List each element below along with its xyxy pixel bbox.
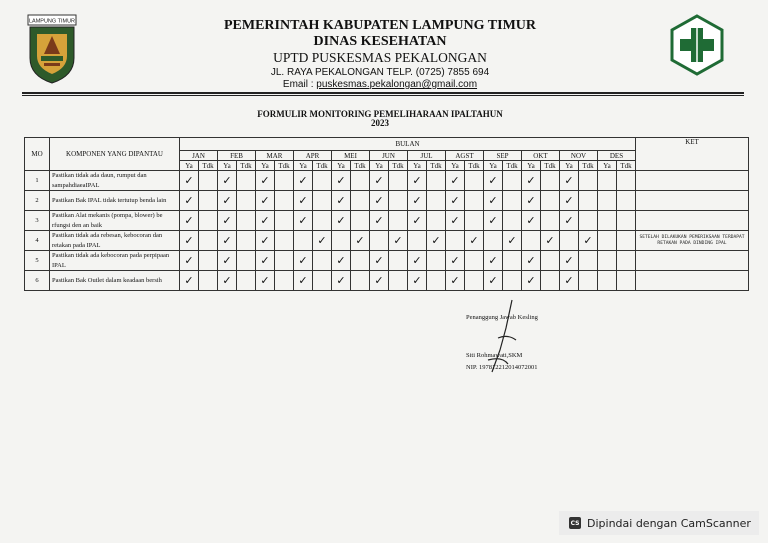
check-cell-mei-ya bbox=[332, 271, 351, 291]
address-phone: JL. RAYA PEKALONGAN TELP. (0725) 7855 694 bbox=[270, 67, 490, 78]
check-cell-feb-ya bbox=[218, 211, 237, 231]
check-mark-icon: ✓ bbox=[374, 274, 384, 287]
row-keterangan bbox=[636, 251, 749, 271]
ya-subheader: Ya bbox=[408, 161, 427, 171]
check-mark-icon: ✓ bbox=[184, 254, 194, 267]
ya-subheader: Ya bbox=[294, 161, 313, 171]
check-cell-apr-ya bbox=[294, 191, 313, 211]
check-cell-mar-ya bbox=[256, 251, 275, 271]
table-row bbox=[25, 251, 749, 271]
check-cell-feb-ya bbox=[218, 171, 237, 191]
check-cell-apr-ya bbox=[294, 211, 313, 231]
tdk-subheader: Tdk bbox=[313, 161, 332, 171]
check-cell-jul-ya bbox=[408, 271, 427, 291]
check-cell-mei-tdk bbox=[351, 251, 370, 271]
table-row bbox=[25, 171, 749, 191]
month-header: DES bbox=[598, 151, 636, 161]
check-cell-sep-ya bbox=[484, 191, 503, 211]
check-mark-icon: ✓ bbox=[431, 234, 441, 247]
check-cell-nov-ya bbox=[560, 191, 579, 211]
check-mark-icon: ✓ bbox=[450, 214, 460, 227]
check-cell-agst-ya bbox=[446, 171, 465, 191]
check-cell-des-ya bbox=[598, 231, 617, 251]
check-cell-okt-ya bbox=[522, 171, 541, 191]
agency-name: DINAS KESEHATAN bbox=[313, 34, 447, 49]
row-keterangan bbox=[636, 271, 749, 291]
check-cell-des-ya bbox=[598, 271, 617, 291]
check-cell-agst-ya bbox=[446, 211, 465, 231]
check-mark-icon: ✓ bbox=[222, 254, 232, 267]
check-mark-icon: ✓ bbox=[564, 174, 574, 187]
check-mark-icon: ✓ bbox=[488, 174, 498, 187]
check-mark-icon: ✓ bbox=[564, 214, 574, 227]
check-mark-icon: ✓ bbox=[507, 234, 517, 247]
check-mark-icon: ✓ bbox=[260, 174, 270, 187]
ya-subheader: Ya bbox=[560, 161, 579, 171]
tdk-subheader: Tdk bbox=[351, 161, 370, 171]
check-cell-sep-tdk bbox=[503, 271, 522, 291]
check-cell-agst-ya bbox=[446, 271, 465, 291]
header-rule bbox=[22, 92, 744, 94]
check-mark-icon: ✓ bbox=[488, 254, 498, 267]
check-mark-icon: ✓ bbox=[260, 214, 270, 227]
check-mark-icon: ✓ bbox=[412, 254, 422, 267]
check-cell-des-tdk bbox=[617, 171, 636, 191]
month-header: JUL bbox=[408, 151, 446, 161]
check-mark-icon: ✓ bbox=[298, 194, 308, 207]
check-cell-mei-tdk bbox=[351, 191, 370, 211]
check-cell-sep-tdk bbox=[503, 211, 522, 231]
check-mark-icon: ✓ bbox=[469, 234, 479, 247]
check-mark-icon: ✓ bbox=[526, 214, 536, 227]
month-header: JAN bbox=[180, 151, 218, 161]
check-cell-jun-tdk bbox=[389, 271, 408, 291]
lampung-timur-emblem-icon bbox=[27, 14, 77, 84]
check-cell-agst-tdk bbox=[465, 271, 484, 291]
col-header-komponen: KOMPONEN YANG DIPANTAU bbox=[50, 138, 180, 171]
check-mark-icon: ✓ bbox=[336, 274, 346, 287]
tdk-subheader: Tdk bbox=[541, 161, 560, 171]
email-label: Email : bbox=[282, 79, 317, 90]
tdk-subheader: Tdk bbox=[199, 161, 218, 171]
month-header: FEB bbox=[218, 151, 256, 161]
check-cell-jul-ya bbox=[408, 191, 427, 211]
check-cell-nov-ya bbox=[560, 211, 579, 231]
check-mark-icon: ✓ bbox=[526, 174, 536, 187]
row-komponen: Pastikan Alat mekanis (pompa, blower) be rfungsi den an baik bbox=[50, 211, 180, 231]
check-cell-jan-tdk bbox=[199, 251, 218, 271]
row-keterangan: SETELAH DILAKUKAN PEMERIKSAAN TERDAPAT RETAKAN PADA DINDING IPAL bbox=[636, 231, 749, 251]
row-komponen: Pastikan tidak ada rebesan, kebocoran dan retakan pada IPAL bbox=[50, 231, 180, 251]
check-cell-okt-tdk bbox=[541, 191, 560, 211]
check-cell-jun-ya bbox=[370, 251, 389, 271]
check-cell-des-tdk bbox=[617, 191, 636, 211]
col-header-no: MO bbox=[25, 138, 50, 171]
row-komponen: Pastikan tidak ada daun, rumput dan sampahdiaeaIPAL bbox=[50, 171, 180, 191]
check-cell-mei-ya bbox=[332, 251, 351, 271]
check-cell-okt-ya bbox=[522, 231, 541, 251]
check-cell-des-ya bbox=[598, 211, 617, 231]
check-cell-okt-ya bbox=[522, 191, 541, 211]
check-cell-des-ya bbox=[598, 251, 617, 271]
check-cell-jan-ya bbox=[180, 211, 199, 231]
check-cell-okt-tdk bbox=[541, 171, 560, 191]
check-cell-jun-ya bbox=[370, 211, 389, 231]
check-cell-des-ya bbox=[598, 191, 617, 211]
check-mark-icon: ✓ bbox=[336, 174, 346, 187]
check-cell-des-tdk bbox=[617, 211, 636, 231]
check-cell-okt-tdk bbox=[541, 251, 560, 271]
check-mark-icon: ✓ bbox=[545, 234, 555, 247]
check-cell-apr-tdk bbox=[313, 191, 332, 211]
check-cell-jan-tdk bbox=[199, 271, 218, 291]
check-cell-sep-ya bbox=[484, 231, 503, 251]
check-mark-icon: ✓ bbox=[488, 214, 498, 227]
row-number: 6 bbox=[25, 271, 50, 291]
check-cell-jan-ya bbox=[180, 271, 199, 291]
check-cell-mar-ya bbox=[256, 191, 275, 211]
check-cell-jun-tdk bbox=[389, 231, 408, 251]
check-mark-icon: ✓ bbox=[583, 234, 593, 247]
check-cell-apr-tdk bbox=[313, 231, 332, 251]
check-mark-icon: ✓ bbox=[374, 254, 384, 267]
government-name: PEMERINTAH KABUPATEN LAMPUNG TIMUR bbox=[223, 18, 537, 33]
ya-subheader: Ya bbox=[446, 161, 465, 171]
check-cell-jul-ya bbox=[408, 171, 427, 191]
check-mark-icon: ✓ bbox=[222, 214, 232, 227]
check-mark-icon: ✓ bbox=[450, 254, 460, 267]
check-cell-mar-ya bbox=[256, 171, 275, 191]
check-cell-des-ya bbox=[598, 171, 617, 191]
check-mark-icon: ✓ bbox=[526, 274, 536, 287]
check-cell-jan-ya bbox=[180, 231, 199, 251]
check-cell-mei-tdk bbox=[351, 211, 370, 231]
check-cell-agst-tdk bbox=[465, 251, 484, 271]
month-header: APR bbox=[294, 151, 332, 161]
check-cell-sep-ya bbox=[484, 271, 503, 291]
check-mark-icon: ✓ bbox=[564, 254, 574, 267]
row-number: 1 bbox=[25, 171, 50, 191]
check-cell-jun-tdk bbox=[389, 191, 408, 211]
check-cell-nov-ya bbox=[560, 231, 579, 251]
row-number: 2 bbox=[25, 191, 50, 211]
ya-subheader: Ya bbox=[484, 161, 503, 171]
row-keterangan bbox=[636, 171, 749, 191]
check-mark-icon: ✓ bbox=[488, 194, 498, 207]
check-cell-jul-ya bbox=[408, 251, 427, 271]
month-header: OKT bbox=[522, 151, 560, 161]
check-cell-nov-tdk bbox=[579, 271, 598, 291]
tdk-subheader: Tdk bbox=[237, 161, 256, 171]
check-cell-agst-tdk bbox=[465, 211, 484, 231]
check-cell-nov-tdk bbox=[579, 171, 598, 191]
check-cell-jan-tdk bbox=[199, 191, 218, 211]
check-cell-mar-tdk bbox=[275, 271, 294, 291]
check-cell-agst-ya bbox=[446, 251, 465, 271]
check-cell-feb-tdk bbox=[237, 211, 256, 231]
ya-subheader: Ya bbox=[180, 161, 199, 171]
tdk-subheader: Tdk bbox=[617, 161, 636, 171]
check-cell-jan-tdk bbox=[199, 171, 218, 191]
check-cell-mei-ya bbox=[332, 211, 351, 231]
check-cell-jan-tdk bbox=[199, 211, 218, 231]
check-mark-icon: ✓ bbox=[184, 194, 194, 207]
check-cell-nov-tdk bbox=[579, 231, 598, 251]
check-cell-jun-ya bbox=[370, 271, 389, 291]
tdk-subheader: Tdk bbox=[503, 161, 522, 171]
month-header: JUN bbox=[370, 151, 408, 161]
tdk-subheader: Tdk bbox=[389, 161, 408, 171]
check-cell-agst-ya bbox=[446, 191, 465, 211]
check-cell-mar-tdk bbox=[275, 251, 294, 271]
check-cell-nov-ya bbox=[560, 251, 579, 271]
check-mark-icon: ✓ bbox=[298, 254, 308, 267]
check-cell-mei-tdk bbox=[351, 271, 370, 291]
check-cell-apr-tdk bbox=[313, 251, 332, 271]
check-cell-feb-ya bbox=[218, 271, 237, 291]
check-cell-sep-ya bbox=[484, 251, 503, 271]
check-cell-jul-ya bbox=[408, 211, 427, 231]
check-cell-apr-ya bbox=[294, 171, 313, 191]
check-cell-jun-tdk bbox=[389, 211, 408, 231]
check-cell-feb-tdk bbox=[237, 231, 256, 251]
table-row bbox=[25, 191, 749, 211]
check-cell-agst-tdk bbox=[465, 231, 484, 251]
check-mark-icon: ✓ bbox=[222, 174, 232, 187]
check-cell-sep-tdk bbox=[503, 191, 522, 211]
row-komponen: Pastikan tidak ada kebocoran pada perpipaan IPAL bbox=[50, 251, 180, 271]
check-cell-jun-tdk bbox=[389, 251, 408, 271]
camscanner-watermark bbox=[559, 511, 759, 535]
check-cell-jan-tdk bbox=[199, 231, 218, 251]
check-mark-icon: ✓ bbox=[260, 194, 270, 207]
tdk-subheader: Tdk bbox=[275, 161, 294, 171]
check-mark-icon: ✓ bbox=[374, 214, 384, 227]
check-cell-nov-tdk bbox=[579, 211, 598, 231]
check-mark-icon: ✓ bbox=[526, 194, 536, 207]
signature-nip: NIP. 197812212014072001 bbox=[466, 364, 538, 371]
month-header: SEP bbox=[484, 151, 522, 161]
monitoring-table bbox=[24, 137, 749, 291]
check-mark-icon: ✓ bbox=[184, 274, 194, 287]
check-cell-sep-ya bbox=[484, 211, 503, 231]
check-mark-icon: ✓ bbox=[564, 274, 574, 287]
ya-subheader: Ya bbox=[522, 161, 541, 171]
check-cell-jul-ya bbox=[408, 231, 427, 251]
check-cell-apr-tdk bbox=[313, 211, 332, 231]
check-cell-mar-ya bbox=[256, 231, 275, 251]
check-cell-feb-ya bbox=[218, 251, 237, 271]
check-cell-jan-ya bbox=[180, 251, 199, 271]
check-mark-icon: ✓ bbox=[222, 274, 232, 287]
check-cell-okt-ya bbox=[522, 251, 541, 271]
check-cell-jun-ya bbox=[370, 231, 389, 251]
check-mark-icon: ✓ bbox=[260, 254, 270, 267]
check-mark-icon: ✓ bbox=[564, 194, 574, 207]
check-cell-mei-ya bbox=[332, 171, 351, 191]
check-cell-jul-tdk bbox=[427, 271, 446, 291]
month-header: MAR bbox=[256, 151, 294, 161]
month-header: NOV bbox=[560, 151, 598, 161]
ya-subheader: Ya bbox=[332, 161, 351, 171]
check-cell-mar-tdk bbox=[275, 231, 294, 251]
check-cell-jul-tdk bbox=[427, 191, 446, 211]
check-cell-jan-ya bbox=[180, 191, 199, 211]
ya-subheader: Ya bbox=[598, 161, 617, 171]
tdk-subheader: Tdk bbox=[579, 161, 598, 171]
check-mark-icon: ✓ bbox=[298, 214, 308, 227]
check-cell-feb-tdk bbox=[237, 191, 256, 211]
check-mark-icon: ✓ bbox=[336, 254, 346, 267]
unit-name: UPTD PUSKESMAS PEKALONGAN bbox=[273, 50, 487, 65]
camscanner-logo: CS bbox=[569, 517, 581, 529]
check-cell-feb-tdk bbox=[237, 171, 256, 191]
check-cell-apr-ya bbox=[294, 231, 313, 251]
row-komponen: Pastikan Bak IPAL tidak tertutup benda lain bbox=[50, 191, 180, 211]
email-address: puskesmas.pekalongan@gmail.com bbox=[316, 79, 478, 90]
check-mark-icon: ✓ bbox=[317, 234, 327, 247]
check-mark-icon: ✓ bbox=[374, 194, 384, 207]
check-cell-agst-tdk bbox=[465, 191, 484, 211]
check-cell-mar-ya bbox=[256, 211, 275, 231]
check-cell-mar-tdk bbox=[275, 211, 294, 231]
check-cell-okt-tdk bbox=[541, 271, 560, 291]
health-cross-icon bbox=[670, 14, 724, 76]
check-cell-jan-ya bbox=[180, 171, 199, 191]
check-cell-mei-tdk bbox=[351, 231, 370, 251]
email-line bbox=[200, 79, 560, 90]
check-mark-icon: ✓ bbox=[526, 254, 536, 267]
check-cell-okt-ya bbox=[522, 211, 541, 231]
tdk-subheader: Tdk bbox=[465, 161, 484, 171]
check-cell-apr-tdk bbox=[313, 271, 332, 291]
check-mark-icon: ✓ bbox=[336, 214, 346, 227]
check-mark-icon: ✓ bbox=[355, 234, 365, 247]
check-cell-jun-ya bbox=[370, 191, 389, 211]
check-mark-icon: ✓ bbox=[412, 214, 422, 227]
col-header-ket: KET bbox=[636, 138, 749, 171]
row-komponen: Pastikan Bak Outlet dalam keadaan bersih bbox=[50, 271, 180, 291]
table-row bbox=[25, 211, 749, 231]
check-cell-nov-tdk bbox=[579, 251, 598, 271]
signature-role: Penanggung Jawab Kesling bbox=[466, 314, 538, 321]
check-mark-icon: ✓ bbox=[374, 174, 384, 187]
check-cell-jul-tdk bbox=[427, 211, 446, 231]
form-title: FORMULIR MONITORING PEMELIHARAAN IPALTAHUN bbox=[257, 109, 503, 119]
check-cell-nov-ya bbox=[560, 271, 579, 291]
check-cell-apr-ya bbox=[294, 271, 313, 291]
check-mark-icon: ✓ bbox=[260, 274, 270, 287]
check-mark-icon: ✓ bbox=[450, 194, 460, 207]
check-cell-mei-ya bbox=[332, 191, 351, 211]
check-mark-icon: ✓ bbox=[412, 194, 422, 207]
check-cell-sep-ya bbox=[484, 171, 503, 191]
check-cell-mei-tdk bbox=[351, 171, 370, 191]
check-cell-jun-ya bbox=[370, 171, 389, 191]
month-header: MEI bbox=[332, 151, 370, 161]
check-cell-feb-ya bbox=[218, 231, 237, 251]
check-mark-icon: ✓ bbox=[260, 234, 270, 247]
check-cell-jul-tdk bbox=[427, 171, 446, 191]
row-number: 4 bbox=[25, 231, 50, 251]
check-cell-feb-ya bbox=[218, 191, 237, 211]
check-cell-okt-tdk bbox=[541, 231, 560, 251]
check-mark-icon: ✓ bbox=[298, 174, 308, 187]
check-cell-feb-tdk bbox=[237, 251, 256, 271]
row-keterangan bbox=[636, 211, 749, 231]
check-cell-sep-tdk bbox=[503, 251, 522, 271]
check-cell-mei-ya bbox=[332, 231, 351, 251]
tdk-subheader: Tdk bbox=[427, 161, 446, 171]
check-cell-apr-tdk bbox=[313, 171, 332, 191]
check-mark-icon: ✓ bbox=[298, 274, 308, 287]
form-year: 2023 bbox=[371, 118, 389, 128]
check-mark-icon: ✓ bbox=[184, 214, 194, 227]
check-mark-icon: ✓ bbox=[336, 194, 346, 207]
check-cell-agst-ya bbox=[446, 231, 465, 251]
check-cell-feb-tdk bbox=[237, 271, 256, 291]
month-header: AGST bbox=[446, 151, 484, 161]
check-cell-jun-tdk bbox=[389, 171, 408, 191]
check-cell-mar-ya bbox=[256, 271, 275, 291]
camscanner-label: Dipindai dengan CamScanner bbox=[587, 516, 751, 530]
check-cell-jul-tdk bbox=[427, 231, 446, 251]
check-mark-icon: ✓ bbox=[412, 274, 422, 287]
check-mark-icon: ✓ bbox=[222, 194, 232, 207]
check-mark-icon: ✓ bbox=[222, 234, 232, 247]
check-mark-icon: ✓ bbox=[184, 234, 194, 247]
check-cell-sep-tdk bbox=[503, 231, 522, 251]
check-cell-okt-ya bbox=[522, 271, 541, 291]
table-row bbox=[25, 231, 749, 251]
check-mark-icon: ✓ bbox=[184, 174, 194, 187]
check-cell-apr-ya bbox=[294, 251, 313, 271]
check-cell-des-tdk bbox=[617, 231, 636, 251]
ya-subheader: Ya bbox=[218, 161, 237, 171]
check-cell-nov-tdk bbox=[579, 191, 598, 211]
table-row bbox=[25, 271, 749, 291]
ya-subheader: Ya bbox=[256, 161, 275, 171]
check-cell-okt-tdk bbox=[541, 211, 560, 231]
row-number: 3 bbox=[25, 211, 50, 231]
row-keterangan bbox=[636, 191, 749, 211]
check-cell-des-tdk bbox=[617, 251, 636, 271]
check-cell-sep-tdk bbox=[503, 171, 522, 191]
check-cell-agst-tdk bbox=[465, 171, 484, 191]
row-number: 5 bbox=[25, 251, 50, 271]
check-cell-mar-tdk bbox=[275, 191, 294, 211]
header-rule-thin bbox=[22, 95, 744, 96]
check-cell-des-tdk bbox=[617, 271, 636, 291]
ya-subheader: Ya bbox=[370, 161, 389, 171]
check-mark-icon: ✓ bbox=[393, 234, 403, 247]
left-logo-text: LAMPUNG TIMUR bbox=[28, 18, 76, 25]
check-cell-jul-tdk bbox=[427, 251, 446, 271]
col-header-bulan: BULAN bbox=[180, 138, 636, 151]
check-mark-icon: ✓ bbox=[450, 274, 460, 287]
signature-name: Siti Rohmawati,SKM bbox=[466, 352, 523, 359]
check-cell-mar-tdk bbox=[275, 171, 294, 191]
check-mark-icon: ✓ bbox=[412, 174, 422, 187]
check-mark-icon: ✓ bbox=[450, 174, 460, 187]
check-mark-icon: ✓ bbox=[488, 274, 498, 287]
check-cell-nov-ya bbox=[560, 171, 579, 191]
